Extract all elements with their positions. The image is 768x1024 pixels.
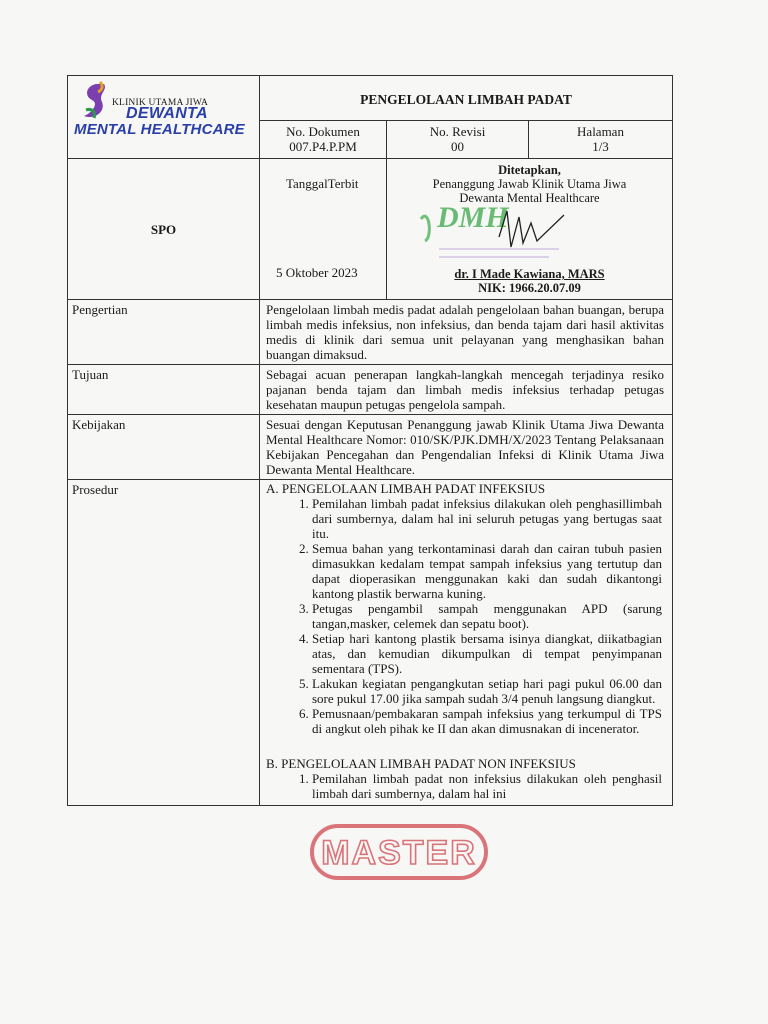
- spo-label: SPO: [68, 159, 260, 300]
- section-a-heading: A. PENGELOLAAN LIMBAH PADAT INFEKSIUS: [266, 481, 546, 496]
- issue-date: 5 Oktober 2023: [276, 265, 358, 280]
- tujuan-text: Sebagai acuan penerapan langkah-langkah mencegah terjadinya resiko pajanan benda tajam dan limbah medis infeksius terhadap petugas kesehatan maupun petugas pengelola sampah.: [260, 365, 673, 415]
- revision-label: No. Revisi: [429, 124, 486, 139]
- master-stamp-text: MASTER: [321, 834, 477, 872]
- approval-cell: [387, 159, 673, 300]
- page-label: Halaman: [577, 124, 624, 139]
- section-a-list: [260, 496, 672, 736]
- clinic-stamp-icon: [419, 197, 569, 269]
- pengertian-text: Pengelolaan limbah medis padat adalah pengelolaan bahan buangan, berupa limbah medis infeksius, non infeksius, dan benda tajam dari hasil aktivitas medis di klinik dari semua unit pelayanan yang menghasikan bahan buangan dimaksud.: [260, 300, 673, 365]
- logo-mark-icon: [78, 80, 114, 122]
- issue-label: TanggalTerbit: [286, 176, 359, 191]
- issue-date-cell: [260, 159, 387, 300]
- signer-name: dr. I Made Kawiana, MARS: [454, 267, 605, 281]
- list-item: 1. Pemilahan limbah padat non infeksius dilakukan oleh penghasil limbah dari sumbernya, dalam hal ini: [312, 771, 672, 801]
- section-b-list: [260, 771, 672, 801]
- page-value: 1/3: [592, 139, 609, 154]
- revision-value: 00: [451, 139, 464, 154]
- kebijakan-text: Sesuai dengan Keputusan Penanggung jawab Klinik Utama Jiwa Dewanta Mental Healthcare Nomor: 010/SK/PJK.DMH/X/2023 Tentang Pelaksanaan Kebijakan Pencegahan dan Pengendalian Infeksi di Klinik Utama Jiwa Dewanta Mental Healthcare.: [260, 415, 673, 480]
- list-item: 6. Pemusnaan/pembakaran sampah infeksius yang terkumpul di TPS di angkut oleh pihak ke II dan akan dimusnakan di incenerator.: [312, 706, 672, 736]
- approval-line-3: Dewanta Mental Healthcare: [459, 191, 600, 205]
- prosedur-label: Prosedur: [68, 480, 260, 806]
- doc-number-label: No. Dokumen: [286, 124, 360, 139]
- sop-table: [67, 75, 673, 806]
- clinic-logo: [68, 76, 260, 159]
- pengertian-label: Pengertian: [68, 300, 260, 365]
- list-item: 3. Petugas pengambil sampah menggunakan APD (sarung tangan,masker, celemek dan sepatu boot).: [312, 601, 672, 631]
- revision-cell: [387, 121, 529, 159]
- svg-text:DMH: DMH: [437, 201, 509, 234]
- brand-line-1: DEWANTA: [126, 105, 208, 122]
- list-item: 1. Pemilahan limbah padat infeksius dilakukan oleh penghasillimbah dari sumbernya, dalam hal ini seluruh petugas yang bertugas saat itu.: [312, 496, 672, 541]
- doc-number-cell: [260, 121, 387, 159]
- signer-nik: NIK: 1966.20.07.09: [478, 281, 581, 295]
- approval-line-2: Penanggung Jawab Klinik Utama Jiwa: [432, 177, 627, 191]
- kebijakan-label: Kebijakan: [68, 415, 260, 480]
- page-cell: [529, 121, 673, 159]
- brand-line-2: MENTAL HEALTHCARE: [74, 121, 245, 138]
- tujuan-label: Tujuan: [68, 365, 260, 415]
- sop-document: [67, 75, 672, 806]
- list-item: 5. Lakukan kegiatan pengangkutan setiap hari pagi pukul 06.00 dan sore pukul 17.00 jika sampah sudah 3/4 penuh langsung diangkut.: [312, 676, 672, 706]
- section-b-heading: B. PENGELOLAAN LIMBAH PADAT NON INFEKSIUS: [266, 756, 576, 771]
- doc-number-value: 007.P4.P.PM: [289, 139, 357, 154]
- master-stamp: [309, 823, 489, 881]
- clinic-line: KLINIK UTAMA JIWA: [112, 98, 209, 108]
- document-title: PENGELOLAAN LIMBAH PADAT: [260, 76, 673, 121]
- list-item: 4. Setiap hari kantong plastik bersama isinya diangkat, diikatbagian atas, dan kemudian dikumpulkan di tempat penyimpanan sementara (TPS).: [312, 631, 672, 676]
- prosedur-content: [260, 480, 673, 806]
- list-item: 2. Semua bahan yang terkontaminasi darah dan cairan tubuh pasien dimasukkan kedalam tempat sampah infeksius yang tertutup dan dapat dioperasikan menggunakan kaki dan sudah dikantongi kantong plastik berwarna kuning.: [312, 541, 672, 601]
- approval-label: Ditetapkan,: [498, 163, 561, 177]
